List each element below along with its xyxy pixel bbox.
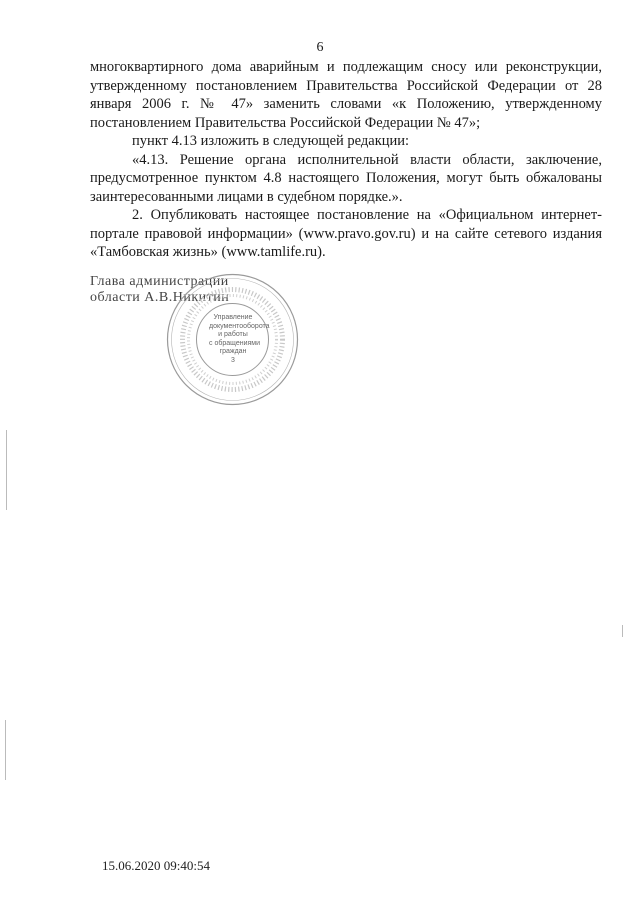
paragraph-clause-intro: пункт 4.13 изложить в следующей редакции:: [132, 133, 410, 149]
scan-artifact: [622, 625, 623, 637]
print-timestamp: 15.06.2020 09:40:54: [102, 858, 210, 873]
paragraph-clause-text: «4.13. Решение органа исполнительной власти области, заключение, предусмотренное пунктом 4.8 настоящего Положения, могут быть обжалованы заинтересованными лицами в судебном порядке.».: [90, 151, 602, 205]
document-body: [90, 58, 602, 262]
paragraph-continuation: многоквартирного дома аварийным и подлежащим сносу или реконструкции, утвержденному постановлением Правительства Российской Федерации от 28 января 2006 г. № 47» заменить словами «к Положению, утвержденному постановлением Правительства Российской Федерации № 47»;: [90, 59, 602, 131]
scan-artifact: [5, 720, 6, 780]
paragraph-publication: 2. Опубликовать настоящее постановление на «Официальном интернет-портале правовой информации» (www.pravo.gov.ru) и на сайте сетевого издания «Тамбовская жизнь» (www.tamlife.ru).: [90, 207, 602, 260]
seal-text: Управление документооборота и работы с обращениями граждан 3: [209, 314, 270, 364]
page-number: 6: [316, 40, 324, 55]
signatory-name: области А.В.Никитин: [90, 290, 230, 305]
scan-artifact: [6, 430, 7, 510]
signatory-position: Глава администрации: [90, 274, 229, 289]
official-seal: [165, 272, 300, 407]
